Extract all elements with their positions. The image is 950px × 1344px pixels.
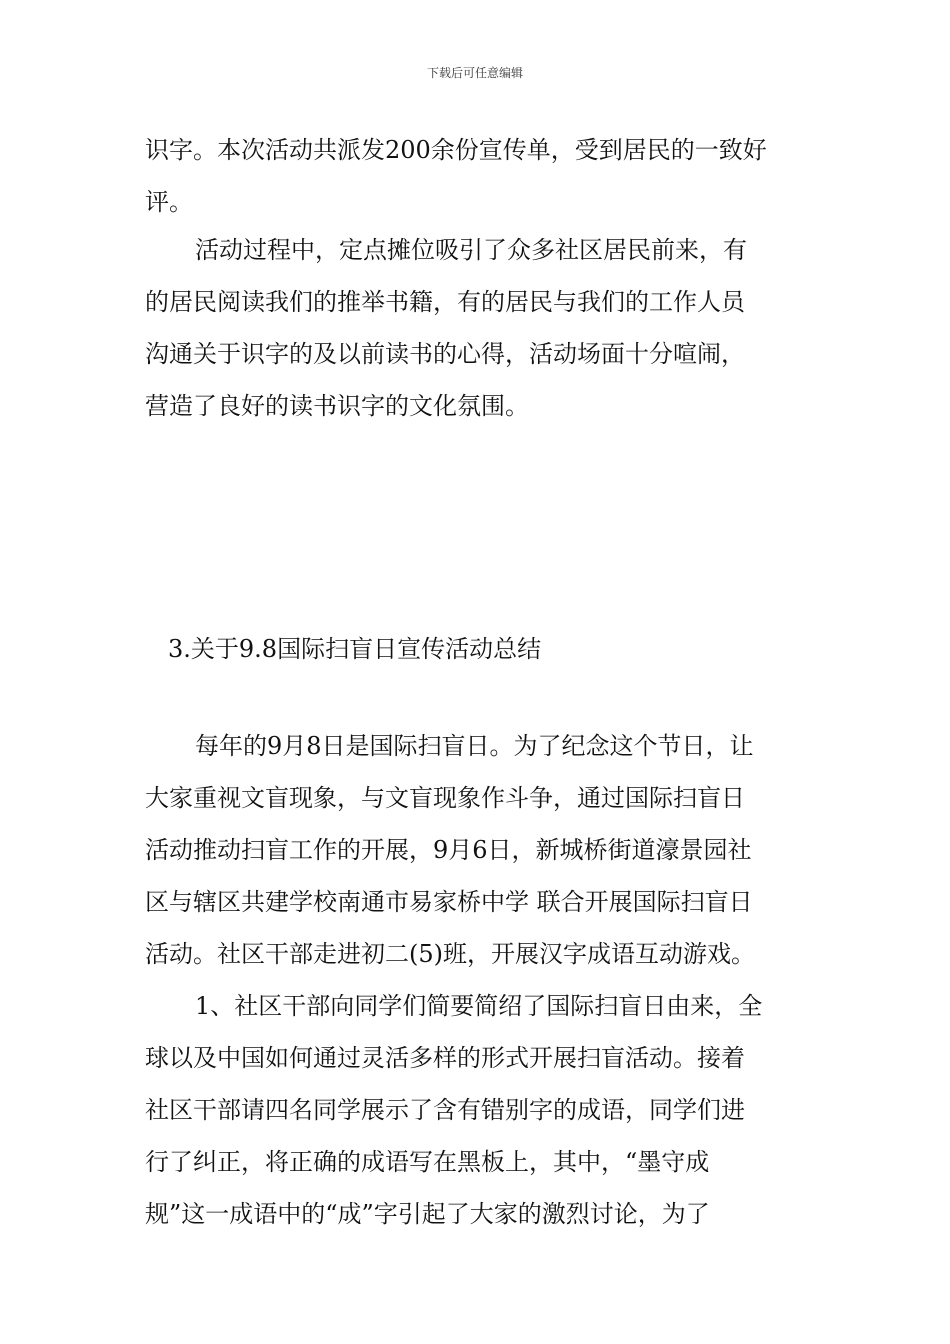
text-line: 活动推动扫盲工作的开展，9月6日，新城桥街道濠景园社 bbox=[145, 836, 752, 864]
section-heading: 3.关于9.8国际扫盲日宣传活动总结 bbox=[168, 635, 542, 663]
text-line: 1、社区干部向同学们简要简绍了国际扫盲日由来，全 bbox=[195, 992, 763, 1020]
text-line: 球以及中国如何通过灵活多样的形式开展扫盲活动。接着 bbox=[145, 1044, 745, 1072]
text-line: 沟通关于识字的及以前读书的心得，活动场面十分喧闹， bbox=[145, 340, 745, 368]
section2-paragraph-1 bbox=[145, 720, 810, 980]
text-line: 的居民阅读我们的推举书籍，有的居民与我们的工作人员 bbox=[145, 288, 745, 316]
text-line: 规”这一成语中的“成”字引起了大家的激烈讨论，为了 bbox=[145, 1200, 710, 1228]
text-line: 活动过程中，定点摊位吸引了众多社区居民前来，有 bbox=[195, 236, 747, 264]
section2-paragraph-2 bbox=[145, 980, 810, 1240]
text-line: 行了纠正，将正确的成语写在黑板上，其中，“墨守成 bbox=[145, 1148, 710, 1176]
text-line: 活动。社区干部走进初二(5)班，开展汉字成语互动游戏。 bbox=[145, 940, 755, 968]
section1-paragraph-1 bbox=[145, 124, 810, 228]
text-line: 大家重视文盲现象，与文盲现象作斗争，通过国际扫盲日 bbox=[145, 784, 745, 812]
text-line: 区与辖区共建学校南通市易家桥中学 联合开展国际扫盲日 bbox=[145, 888, 753, 916]
text-line: 评。 bbox=[145, 188, 193, 216]
text-line: 营造了良好的读书识字的文化氛围。 bbox=[145, 392, 529, 420]
section1-paragraph-2 bbox=[145, 224, 810, 432]
text-line: 每年的9月8日是国际扫盲日。为了纪念这个节日，让 bbox=[195, 732, 754, 760]
text-line: 社区干部请四名同学展示了含有错别字的成语，同学们进 bbox=[145, 1096, 745, 1124]
page-header: 下载后可任意编辑 bbox=[426, 66, 523, 80]
text-line: 识字。本次活动共派发200余份宣传单，受到居民的一致好 bbox=[145, 136, 767, 164]
